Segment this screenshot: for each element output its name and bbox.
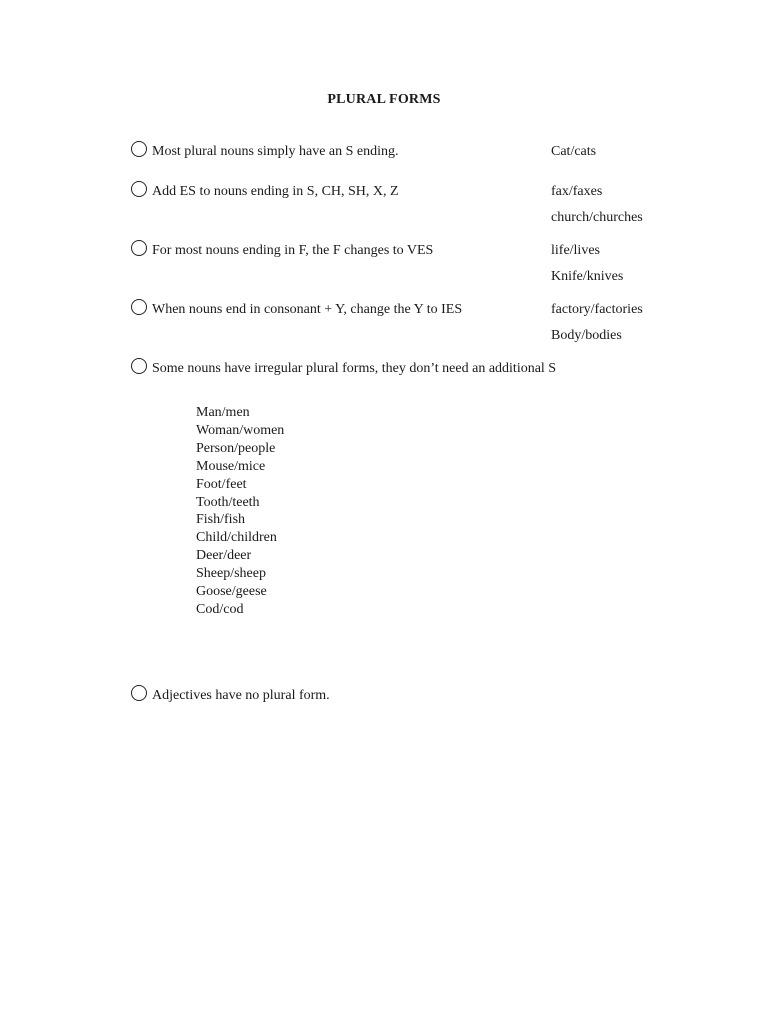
list-item: Woman/women [196,422,285,438]
list-item: Tooth/teeth [196,494,260,510]
list-item: Deer/deer [196,548,252,564]
list-item: Person/people [196,440,276,456]
example-text: Body/bodies [551,328,622,343]
example-text: church/churches [551,210,643,225]
circle-bullet-icon [131,685,147,701]
list-item: Child/children [196,530,277,546]
example-text: Cat/cats [551,144,597,159]
circle-bullet-icon [131,181,147,197]
list-item: Sheep/sheep [196,566,266,582]
irregular-plurals-list [196,404,284,619]
circle-bullet-icon [131,299,147,315]
rule-text: Add ES to nouns ending in S, CH, SH, X, Z [152,184,399,199]
example-text: factory/factories [551,302,643,317]
list-item: Man/men [196,405,250,420]
list-item: Goose/geese [196,584,267,600]
list-item: Mouse/mice [196,458,266,474]
circle-bullet-icon [131,240,147,256]
example-text: fax/faxes [551,184,603,199]
rule-text: For most nouns ending in F, the F changes to VES [152,243,434,258]
list-item: Cod/cod [196,601,244,617]
rule-text: Some nouns have irregular plural forms, they don’t need an additional S [152,361,557,376]
document-title: PLURAL FORMS [327,92,441,107]
rule-text: When nouns end in consonant + Y, change the Y to IES [152,302,463,317]
rule-text: Adjectives have no plural form. [152,688,330,703]
circle-bullet-icon [131,141,147,157]
rule-text: Most plural nouns simply have an S ending. [152,144,399,159]
example-text: life/lives [551,243,600,258]
list-item: Fish/fish [196,512,246,528]
circle-bullet-icon [131,358,147,374]
example-text: Knife/knives [551,269,624,284]
list-item: Foot/feet [196,476,247,492]
